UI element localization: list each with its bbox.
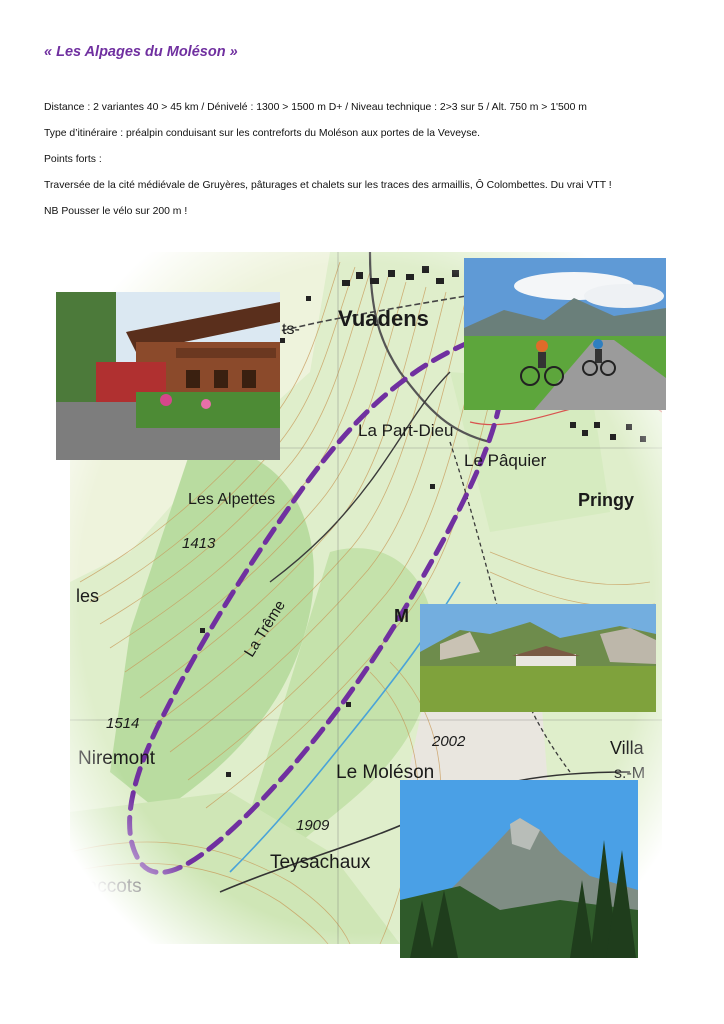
cyclists-photo [464,258,666,410]
highlights-label: Points forts : [44,154,102,165]
alpine-pasture-photo [420,604,656,712]
distance-line: Distance : 2 variantes 40 > 45 km / Dénivelé : 1300 > 1500 m D+ / Niveau technique : 2>3 sur 5 / Alt. 750 m > 1'500 m [44,102,587,113]
mountain-peak-photo [400,780,638,958]
note-line: NB Pousser le vélo sur 200 m ! [44,206,188,217]
page-title: « Les Alpages du Moléson » [44,44,238,60]
highlights-line: Traversée de la cité médiévale de Gruyères, pâturages et chalets sur les traces des armaillis, Ô Colombettes. Du vrai VTT ! [44,180,612,191]
itinerary-type-line: Type d’itinéraire : préalpin conduisant sur les contreforts du Moléson aux portes de la Veveyse. [44,128,481,139]
restaurant-chalet-photo [56,292,280,460]
